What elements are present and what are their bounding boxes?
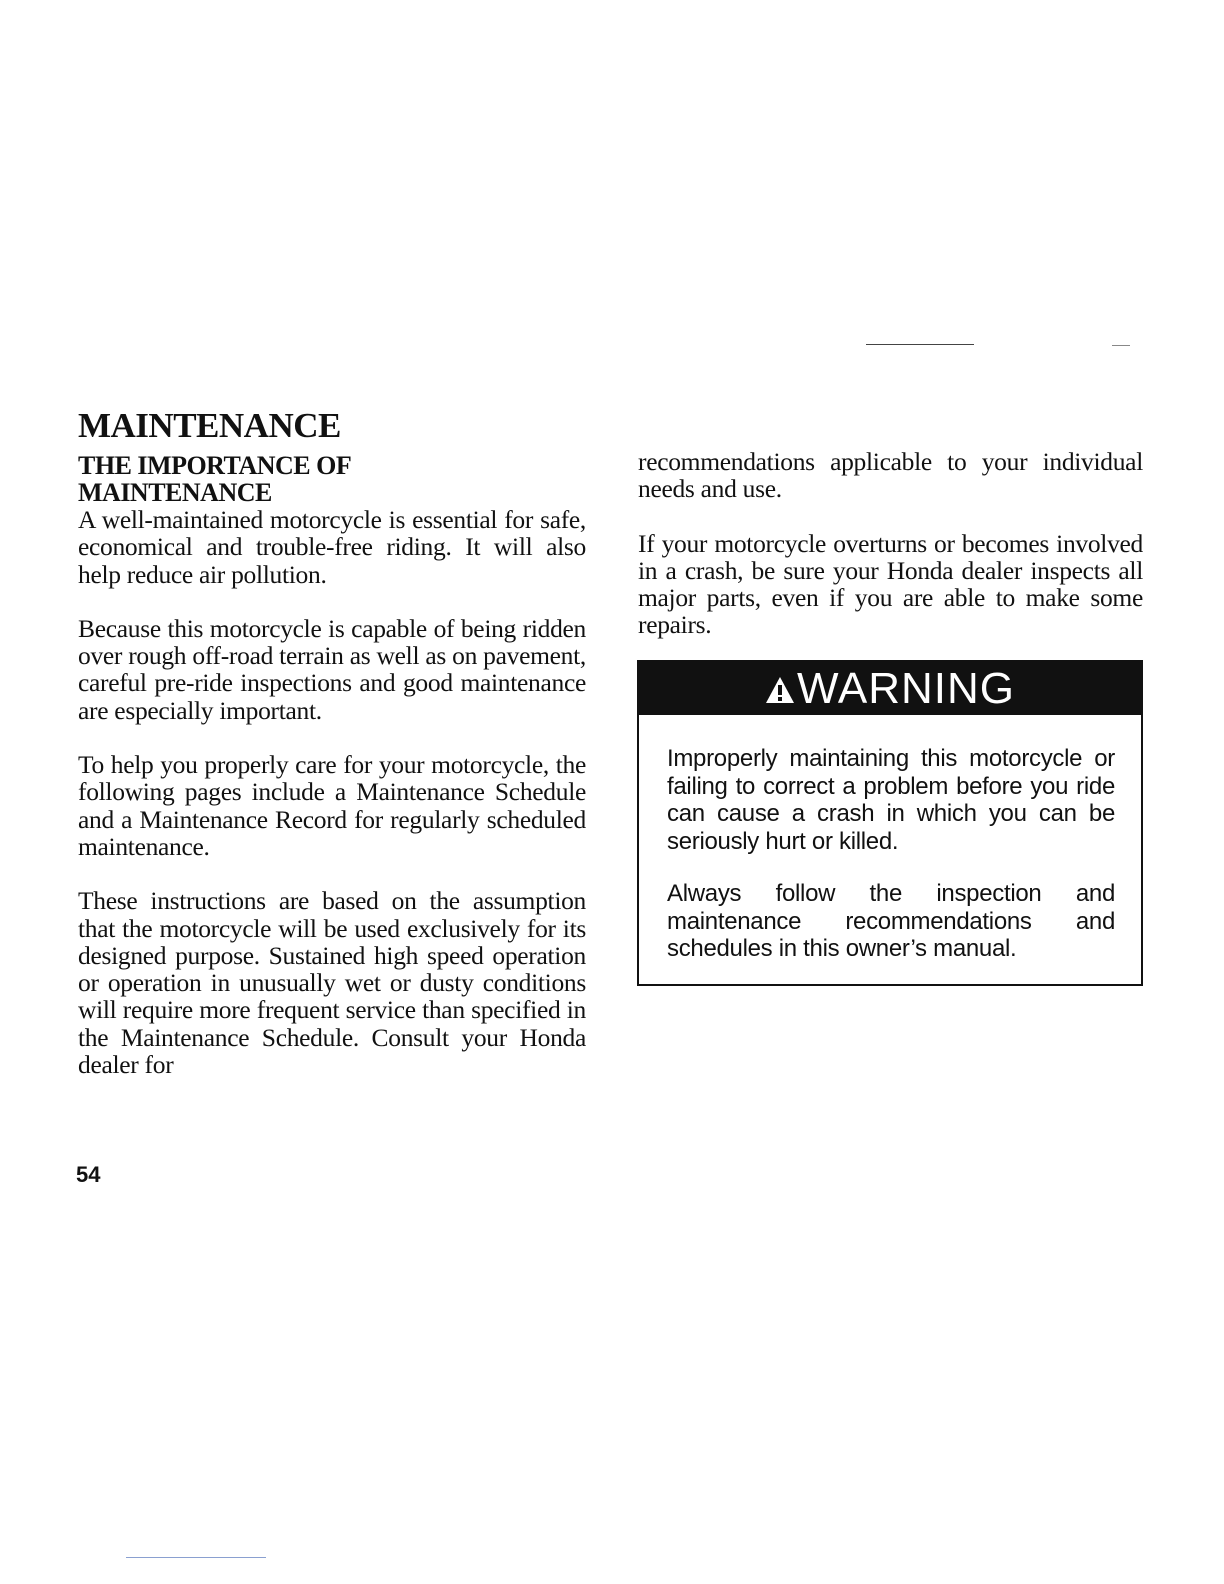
- warning-body: [639, 715, 1141, 963]
- warning-triangle-icon: [765, 666, 797, 712]
- right-column: [638, 448, 1143, 639]
- left-column: [78, 406, 586, 1078]
- top-rule-short: [1112, 345, 1130, 346]
- top-rule: [866, 344, 974, 345]
- page-number: 54: [76, 1162, 101, 1187]
- warning-header: [639, 662, 1141, 715]
- paragraph-intro: A well-maintained motorcycle is essential for safe, economical and trouble-free riding. It will also help reduce air pollution.: [78, 505, 586, 589]
- warning-box: [637, 660, 1143, 986]
- bottom-rule: [126, 1557, 266, 1558]
- paragraph-offroad: Because this motorcycle is capable of being ridden over rough off-road terrain as well as on pavement, careful pre-ride inspections and good maintenance are especially important.: [78, 613, 586, 725]
- paragraph-instructions: These instructions are based on the assumption that the motorcycle will be used exclusively for its designed purpose. Sustained high speed operation or operation in unusually wet or dusty conditions will require more frequent service than specified in the Maintenance Schedule. Consult your Honda dealer for: [78, 886, 586, 1080]
- warning-label: WARNING: [796, 663, 1016, 713]
- paragraph-recommendations: recommendations applicable to your individual needs and use.: [638, 447, 1143, 504]
- paragraph-schedule: To help you properly care for your motorcycle, the following pages include a Maintenance Schedule and a Maintenance Record for regularly scheduled maintenance.: [78, 750, 586, 861]
- paragraph-crash: If your motorcycle overturns or becomes involved in a crash, be sure your Honda dealer inspects all major parts, even if you are able to make some repairs.: [638, 528, 1143, 640]
- section-title: MAINTENANCE: [78, 406, 341, 445]
- subsection-title: THE IMPORTANCE OF MAINTENANCE: [78, 451, 351, 507]
- warning-text-crash: Improperly maintaining this motorcycle or failing to correct a problem before you ride can cause a crash in which you can be seriously hurt or killed.: [667, 745, 1115, 855]
- warning-text-follow: Always follow the inspection and maintenance recommendations and schedules in this owner’s manual.: [667, 880, 1115, 962]
